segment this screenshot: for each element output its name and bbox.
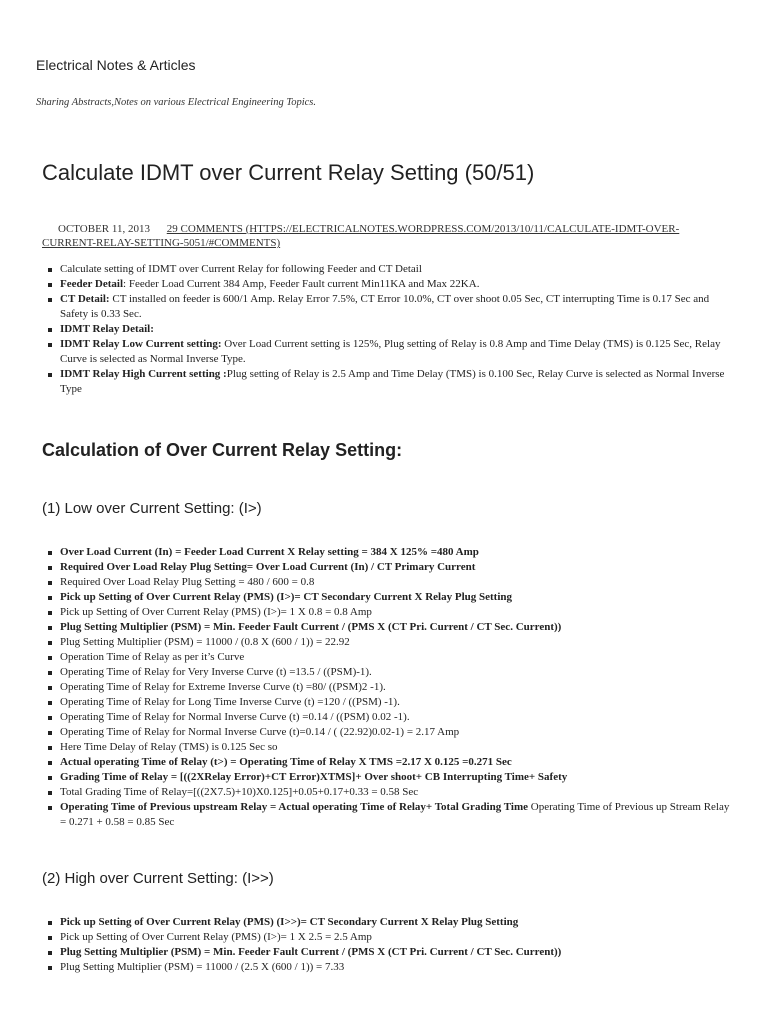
list-item <box>42 800 732 830</box>
list-item-text: Over Load Current setting is 125%, Plug setting of Relay is 0.8 Amp and Time Delay (TMS) is 0.125 Sec, Relay Curve is selected as Normal Inverse Type. <box>60 338 721 365</box>
list-item-bold: Pick up Setting of Over Current Relay (PMS) (I>)= CT Secondary Current X Relay Plug Setting <box>60 591 512 603</box>
list-item-bold: Pick up Setting of Over Current Relay (PMS) (I>>)= CT Secondary Current X Relay Plug Setting <box>60 916 519 928</box>
comments-link[interactable]: 29 COMMENTS (HTTPS://ELECTRICALNOTES.WORDPRESS.COM/2013/10/11/CALCULATE-IDMT-OVER-CURRENT-RELAY-SETTING-5051/#COMMENTS) <box>42 223 680 249</box>
list-item <box>42 590 732 605</box>
list-item-text: Operating Time of Relay for Very Inverse Curve (t) =13.5 / ((PSM)-1). <box>60 666 372 678</box>
list-item <box>42 770 732 785</box>
list-item-text: Plug Setting Multiplier (PSM) = 11000 / (0.8 X (600 / 1)) = 22.92 <box>60 636 350 648</box>
list-item <box>42 545 732 560</box>
list-item <box>42 575 732 590</box>
list-item <box>42 930 732 945</box>
list-item <box>42 292 732 322</box>
list-item-text: CT installed on feeder is 600/1 Amp. Relay Error 7.5%, CT Error 10.0%, CT over shoot 0.05 Sec, CT interrupting Time is 0.17 Sec and Safety is 0.33 Sec. <box>60 293 710 320</box>
list-item-bold: CT Detail: <box>60 293 110 305</box>
high-setting-list <box>42 915 732 975</box>
list-item-bold: IDMT Relay Low Current setting: <box>60 338 222 350</box>
site-title-link[interactable]: Electrical Notes & Articles <box>36 57 196 73</box>
list-item <box>42 322 732 337</box>
list-item-bold: Feeder Detail <box>60 278 124 290</box>
list-item <box>42 710 732 725</box>
site-tagline: Sharing Abstracts,Notes on various Electrical Engineering Topics. <box>36 97 316 108</box>
list-item-text: Operating Time of Relay for Normal Inverse Curve (t)=0.14 / ( (22.92)0.02-1) = 2.17 Amp <box>60 726 460 738</box>
list-item <box>42 755 732 770</box>
list-item <box>42 367 732 397</box>
list-item-bold: IDMT Relay Detail: <box>60 323 154 335</box>
list-item <box>42 945 732 960</box>
section-heading: Calculation of Over Current Relay Setting: <box>42 440 403 460</box>
list-item <box>42 915 732 930</box>
list-item-text: Pick up Setting of Over Current Relay (PMS) (I>)= 1 X 2.5 = 2.5 Amp <box>60 931 372 943</box>
list-item-bold: Over Load Current (In) = Feeder Load Current X Relay setting = 384 X 125% =480 Amp <box>60 546 479 558</box>
list-item-bold: IDMT Relay High Current setting : <box>60 368 227 380</box>
list-item-text: Calculate setting of IDMT over Current Relay for following Feeder and CT Detail <box>60 263 422 275</box>
list-item <box>42 725 732 740</box>
list-item-text: Operating Time of Relay for Normal Inverse Curve (t) =0.14 / ((PSM) 0.02 -1). <box>60 711 410 723</box>
list-item-text: Operating Time of Previous up Stream Relay = 0.271 + 0.58 = 0.85 Sec <box>60 801 730 828</box>
post-title: Calculate IDMT over Current Relay Setting (50/51) <box>42 160 535 185</box>
post-date: OCTOBER 11, 2013 <box>58 223 150 235</box>
list-item <box>42 277 732 292</box>
list-item <box>42 740 732 755</box>
list-item-bold: Plug Setting Multiplier (PSM) = Min. Feeder Fault Current / (PMS X (CT Pri. Current / CT Sec. Current)) <box>60 946 562 958</box>
list-item-bold: Plug Setting Multiplier (PSM) = Min. Feeder Fault Current / (PMS X (CT Pri. Current / CT Sec. Current)) <box>60 621 562 633</box>
list-item-text: Required Over Load Relay Plug Setting = 480 / 600 = 0.8 <box>60 576 315 588</box>
list-item-text: Operation Time of Relay as per it’s Curve <box>60 651 245 663</box>
list-item <box>42 695 732 710</box>
list-item-text: Total Grading Time of Relay=[((2X7.5)+10)X0.125]+0.05+0.17+0.33 = 0.58 Sec <box>60 786 419 798</box>
list-item-text: Pick up Setting of Over Current Relay (PMS) (I>)= 1 X 0.8 = 0.8 Amp <box>60 606 372 618</box>
list-item-text: : Feeder Load Current 384 Amp, Feeder Fault current Min11KA and Max 22KA. <box>123 278 480 290</box>
list-item <box>42 785 732 800</box>
list-item <box>42 560 732 575</box>
intro-list <box>42 262 732 397</box>
low-setting-heading: (1) Low over Current Setting: (I>) <box>42 500 262 517</box>
list-item-bold: Grading Time of Relay = [((2XRelay Error)+CT Error)XTMS]+ Over shoot+ CB Interrupting Time+ Safety <box>60 771 568 783</box>
list-item <box>42 620 732 635</box>
list-item-text: Plug setting of Relay is 2.5 Amp and Time Delay (TMS) is 0.100 Sec, Relay Curve is selected as Normal Inverse Type <box>60 368 725 395</box>
low-setting-list <box>42 545 732 830</box>
list-item-text: Operating Time of Relay for Extreme Inverse Curve (t) =80/ ((PSM)2 -1). <box>60 681 386 693</box>
high-setting-heading: (2) High over Current Setting: (I>>) <box>42 870 274 887</box>
list-item <box>42 680 732 695</box>
list-item-bold: Required Over Load Relay Plug Setting= Over Load Current (In) / CT Primary Current <box>60 561 476 573</box>
list-item-text: Plug Setting Multiplier (PSM) = 11000 / (2.5 X (600 / 1)) = 7.33 <box>60 961 345 973</box>
list-item <box>42 665 732 680</box>
list-item <box>42 337 732 367</box>
list-item <box>42 960 732 975</box>
list-item <box>42 635 732 650</box>
post-meta <box>42 222 732 250</box>
list-item <box>42 605 732 620</box>
list-item-bold: Operating Time of Previous upstream Relay = Actual operating Time of Relay+ Total Grading Time <box>60 801 529 813</box>
list-item-bold: Actual operating Time of Relay (t>) = Operating Time of Relay X TMS =2.17 X 0.125 =0.271 Sec <box>60 756 512 768</box>
list-item-text: Operating Time of Relay for Long Time Inverse Curve (t) =120 / ((PSM) -1). <box>60 696 400 708</box>
list-item-text: Here Time Delay of Relay (TMS) is 0.125 Sec so <box>60 741 278 753</box>
list-item <box>42 650 732 665</box>
list-item <box>42 262 732 277</box>
